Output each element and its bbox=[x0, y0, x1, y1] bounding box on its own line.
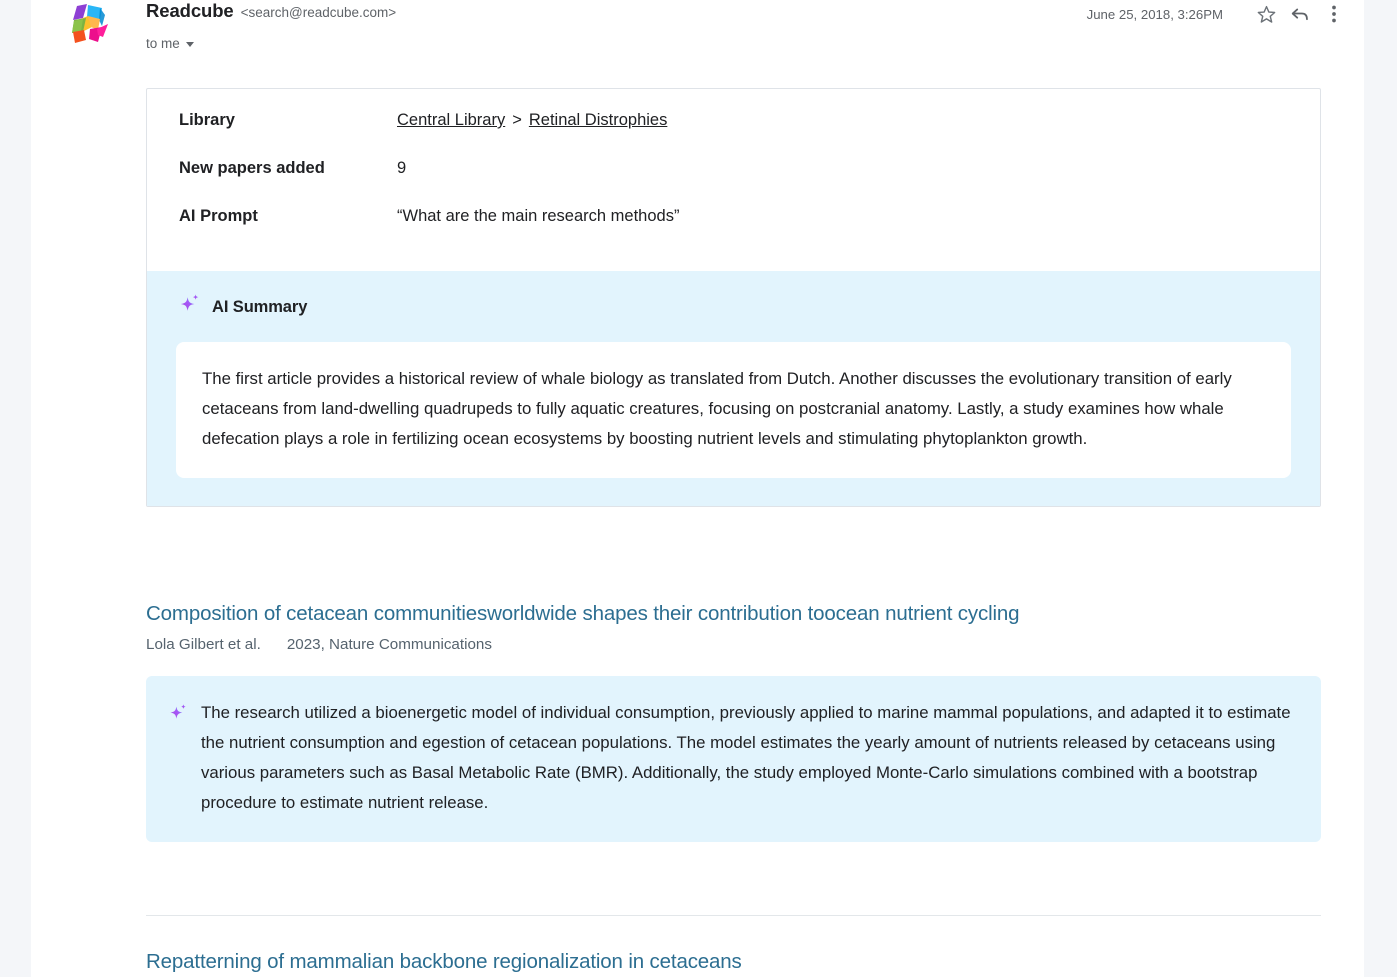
ai-summary-heading: AI Summary bbox=[212, 298, 308, 316]
info-row-new-papers bbox=[147, 159, 1320, 207]
info-row-ai-prompt bbox=[147, 207, 1320, 255]
ai-summary-header bbox=[176, 293, 1291, 322]
ai-sparkle-icon bbox=[178, 293, 202, 322]
ai-summary-panel bbox=[147, 271, 1320, 506]
reply-icon[interactable] bbox=[1283, 0, 1317, 29]
star-icon[interactable] bbox=[1249, 0, 1283, 29]
article-ai-summary bbox=[146, 676, 1321, 842]
ai-summary-box bbox=[176, 342, 1291, 478]
email-header bbox=[31, 0, 1364, 72]
breadcrumb-separator: > bbox=[512, 111, 522, 129]
digest-info-card bbox=[146, 88, 1321, 507]
breadcrumb-item-retinal-distrophies[interactable]: Retinal Distrophies bbox=[528, 111, 668, 129]
article-title[interactable]: Repatterning of mammalian backbone regionalization in cetaceans bbox=[146, 950, 742, 973]
new-papers-count: 9 bbox=[397, 159, 407, 177]
info-row-library bbox=[147, 111, 1320, 159]
breadcrumb-item-central-library[interactable]: Central Library bbox=[397, 111, 506, 129]
sender-name: Readcube bbox=[146, 0, 234, 21]
sender-info bbox=[146, 0, 396, 51]
article-entry bbox=[146, 600, 1321, 842]
email-body bbox=[31, 0, 1364, 977]
sender-line bbox=[146, 0, 396, 26]
info-label: AI Prompt bbox=[179, 207, 258, 225]
chevron-down-icon[interactable] bbox=[186, 42, 194, 47]
article-meta bbox=[146, 636, 1321, 653]
recipient-toggle[interactable] bbox=[146, 36, 396, 51]
ai-sparkle-icon bbox=[168, 703, 189, 729]
email-timestamp: June 25, 2018, 3:26PM bbox=[1086, 6, 1223, 22]
article-publication: 2023, Nature Communications bbox=[286, 636, 492, 653]
info-label: Library bbox=[179, 111, 235, 129]
ai-prompt-value: “What are the main research methods” bbox=[397, 207, 680, 225]
article-authors: Lola Gilbert et al. bbox=[146, 636, 261, 653]
readcube-logo-icon bbox=[64, 2, 112, 50]
breadcrumb bbox=[397, 111, 667, 130]
article-summary-text: The research utilized a bioenergetic model of individual consumption, previously applied to marine mammal populations, and adapted it to estimate the nutrient consumption and egestion of cetacean populations. The model estimates the yearly amount of nutrients released by cetaceans using various parameters such as Basal Metabolic Rate (BMR). Additionally, the study employed Monte-Carlo simulations combined with a bootstrap procedure to estimate nutrient release. bbox=[201, 703, 1291, 812]
sender-email: <search@readcube.com> bbox=[240, 5, 397, 20]
article-title[interactable]: Composition of cetacean communitiesworldwide shapes their contribution toocean nutrient cycling bbox=[146, 602, 1020, 625]
email-actions bbox=[1087, 0, 1351, 28]
recipient-label: to me bbox=[146, 36, 180, 51]
digest-info-table bbox=[147, 89, 1320, 271]
article-divider bbox=[146, 915, 1321, 916]
info-label: New papers added bbox=[179, 159, 325, 177]
article-entry bbox=[146, 948, 1321, 975]
ai-summary-text: The first article provides a historical review of whale biology as translated from Dutch. Another discusses the evolutionary transition of early cetaceans from land-dwelling quadrupeds to fully aquatic creatures, focusing on postcranial anatomy. Lastly, a study examines how whale defecation plays a role in fertilizing ocean ecosystems by boosting nutrient levels and stimulating phytoplankton growth. bbox=[202, 369, 1232, 448]
more-vertical-icon[interactable] bbox=[1317, 0, 1351, 29]
